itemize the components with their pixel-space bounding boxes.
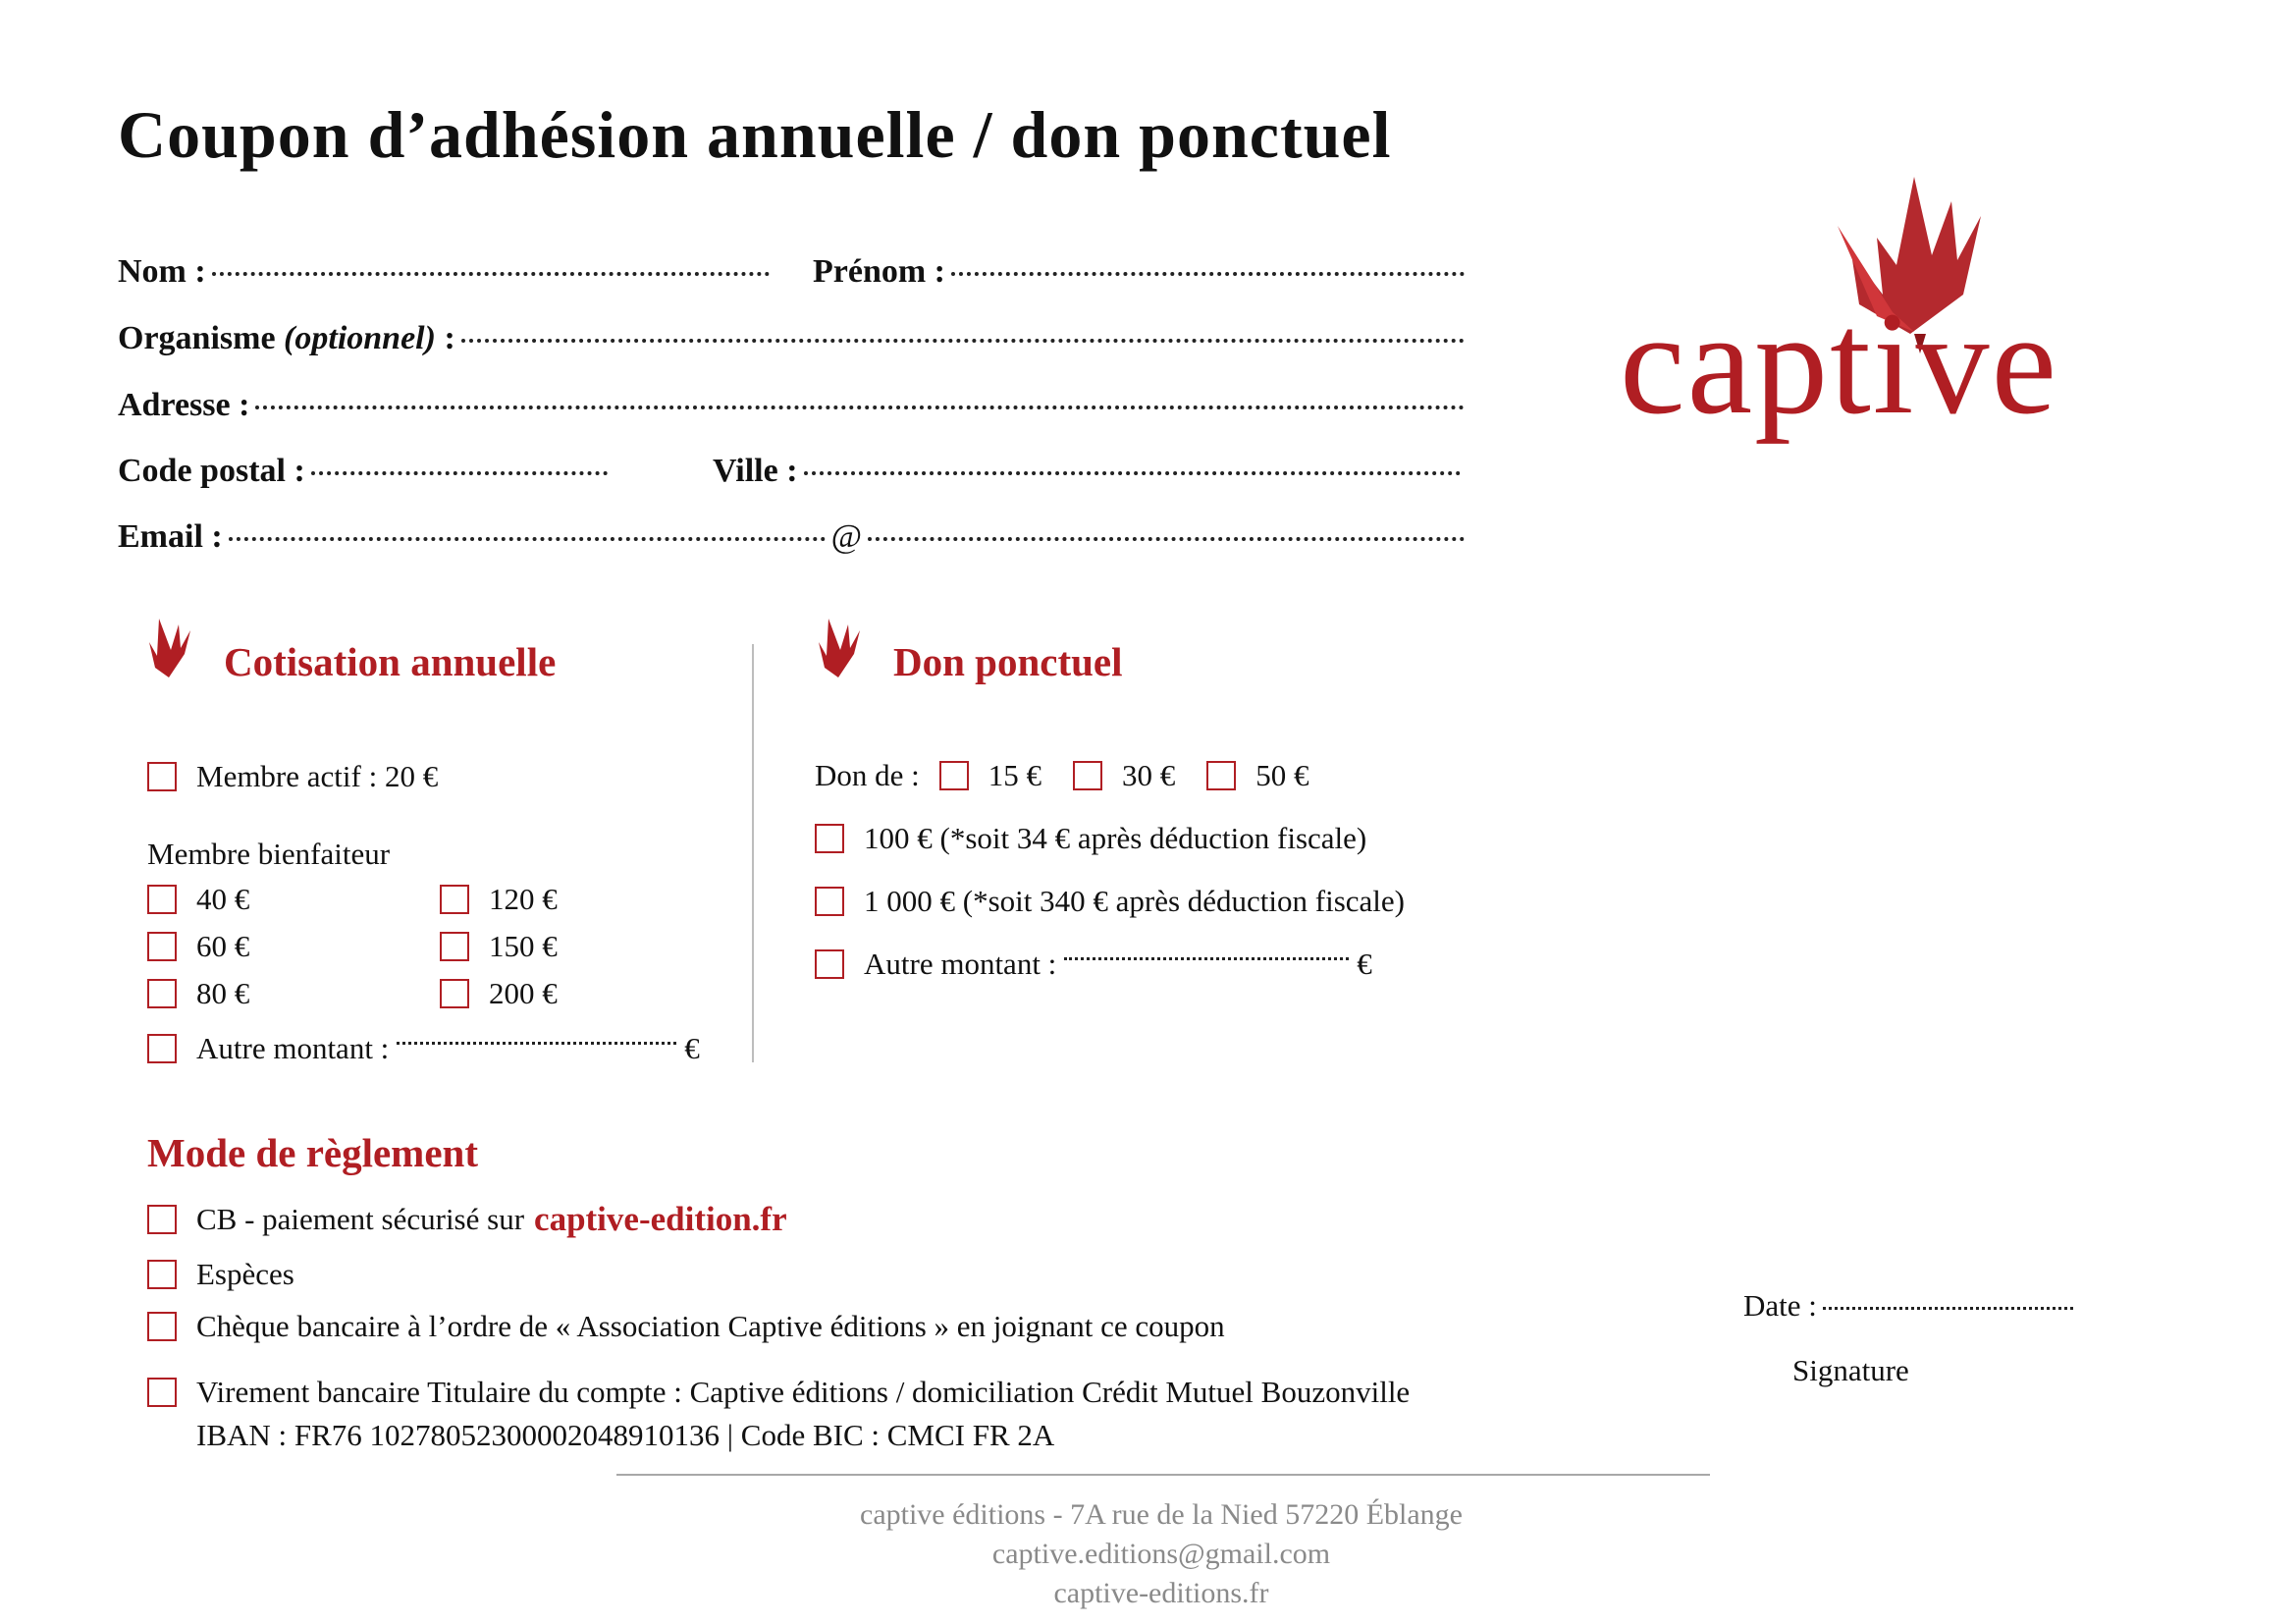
reglement-cheque-checkbox[interactable]	[147, 1312, 177, 1341]
bienfaiteur-200-label: 200 €	[489, 976, 558, 1010]
section-divider	[752, 644, 754, 1062]
signature-label: Signature	[1792, 1353, 1909, 1387]
organisme-colon: :	[444, 320, 455, 356]
email-label: Email :	[118, 518, 223, 555]
cotisation-autre-option[interactable]	[147, 1031, 700, 1066]
email-at: @	[830, 518, 863, 555]
don-autre-currency: €	[1357, 947, 1372, 981]
logo-wordmark: captive	[1620, 282, 2059, 445]
email-user-dotted-line[interactable]	[229, 537, 826, 541]
organisme-dotted-line[interactable]	[461, 339, 1465, 343]
nom-dotted-line[interactable]	[212, 272, 770, 276]
feather-icon	[815, 617, 862, 679]
email-domain-dotted-line[interactable]	[868, 537, 1465, 541]
bienfaiteur-120-label: 120 €	[489, 882, 558, 916]
bienfaiteur-40-checkbox[interactable]	[147, 885, 177, 914]
footer-divider	[616, 1474, 1710, 1476]
code-postal-dotted-line[interactable]	[311, 471, 608, 475]
don-1000-option[interactable]	[815, 884, 1405, 919]
reglement-especes-label: Espèces	[196, 1257, 294, 1291]
membre-actif-option[interactable]	[147, 759, 438, 794]
don-autre-option[interactable]	[815, 947, 1372, 982]
ville-field[interactable]	[713, 453, 1467, 490]
reglement-virement-checkbox[interactable]	[147, 1378, 177, 1407]
date-field[interactable]	[1743, 1288, 2073, 1324]
reglement-cb-option[interactable]	[147, 1200, 787, 1239]
don-1000-checkbox[interactable]	[815, 887, 844, 916]
captive-logo-graphic	[1620, 147, 2169, 481]
code-postal-label: Code postal :	[118, 453, 305, 489]
don-de-label: Don de :	[815, 758, 920, 792]
bienfaiteur-60-label: 60 €	[196, 929, 250, 963]
date-label: Date :	[1743, 1288, 1817, 1323]
don-100-option[interactable]	[815, 821, 1366, 856]
don-de-row	[815, 758, 1309, 793]
adresse-field[interactable]	[118, 387, 1470, 424]
reglement-especes-checkbox[interactable]	[147, 1260, 177, 1289]
bienfaiteur-80-checkbox[interactable]	[147, 979, 177, 1008]
don-title: Don ponctuel	[893, 639, 1123, 684]
don-100-label: 100 € (*soit 34 € après déduction fiscale)	[864, 821, 1367, 855]
cotisation-autre-dotted-line[interactable]	[397, 1042, 676, 1045]
reglement-virement-option[interactable]	[147, 1375, 1410, 1410]
footer-address: captive éditions - 7A rue de la Nied 57220 Éblange	[860, 1498, 1463, 1531]
don-30-label: 30 €	[1122, 758, 1176, 792]
cotisation-autre-checkbox[interactable]	[147, 1034, 177, 1063]
bienfaiteur-option[interactable]	[440, 882, 558, 917]
bienfaiteur-60-checkbox[interactable]	[147, 932, 177, 961]
don-50-checkbox[interactable]	[1206, 761, 1236, 790]
don-100-checkbox[interactable]	[815, 824, 844, 853]
cotisation-title: Cotisation annuelle	[224, 639, 557, 684]
date-dotted-line[interactable]	[1823, 1307, 2073, 1310]
ville-dotted-line[interactable]	[804, 471, 1461, 475]
don-1000-label: 1 000 € (*soit 340 € après déduction fiscale)	[864, 884, 1405, 918]
organisme-optional: (optionnel)	[284, 320, 436, 356]
reglement-especes-option[interactable]	[147, 1257, 294, 1292]
reglement-cheque-label: Chèque bancaire à l’ordre de « Association Captive éditions » en joignant ce coupon	[196, 1309, 1225, 1343]
adresse-dotted-line[interactable]	[255, 406, 1465, 409]
don-autre-dotted-line[interactable]	[1064, 957, 1349, 960]
feather-icon	[145, 617, 192, 679]
organisme-field[interactable]	[118, 320, 1470, 357]
organisme-label: Organisme	[118, 320, 276, 356]
footer-website[interactable]: captive-editions.fr	[1053, 1577, 1269, 1609]
page-title: Coupon d’adhésion annuelle / don ponctuel	[118, 97, 1392, 172]
don-15-checkbox[interactable]	[939, 761, 969, 790]
don-30-checkbox[interactable]	[1073, 761, 1102, 790]
ville-label: Ville :	[713, 453, 798, 489]
membre-actif-checkbox[interactable]	[147, 762, 177, 791]
code-postal-field[interactable]	[118, 453, 614, 490]
reglement-virement-label: Virement bancaire Titulaire du compte : Captive éditions / domiciliation Crédit Mutuel Bouzonville	[196, 1375, 1411, 1409]
don-50-label: 50 €	[1255, 758, 1309, 792]
bienfaiteur-option[interactable]	[147, 882, 249, 917]
bienfaiteur-option[interactable]	[147, 929, 249, 964]
bienfaiteur-120-checkbox[interactable]	[440, 885, 469, 914]
bienfaiteur-40-label: 40 €	[196, 882, 250, 916]
bienfaiteur-80-label: 80 €	[196, 976, 250, 1010]
bienfaiteur-150-checkbox[interactable]	[440, 932, 469, 961]
bienfaiteur-option[interactable]	[440, 976, 558, 1011]
membre-actif-label: Membre actif : 20 €	[196, 759, 439, 793]
email-field[interactable]	[118, 518, 1470, 556]
cotisation-autre-currency: €	[684, 1031, 700, 1065]
footer-email[interactable]: captive.editions@gmail.com	[991, 1538, 1331, 1570]
bienfaiteur-option[interactable]	[440, 929, 558, 964]
reglement-title: Mode de règlement	[147, 1130, 478, 1175]
bienfaiteur-200-checkbox[interactable]	[440, 979, 469, 1008]
reglement-iban: IBAN : FR76 10278052300002048910136 | Code BIC : CMCI FR 2A	[196, 1418, 1055, 1452]
prenom-label: Prénom :	[813, 253, 946, 290]
adresse-label: Adresse :	[118, 387, 250, 423]
nom-field[interactable]	[118, 253, 775, 291]
bienfaiteur-label: Membre bienfaiteur	[147, 837, 391, 871]
reglement-cheque-option[interactable]	[147, 1309, 1225, 1344]
captive-logo	[1620, 147, 2169, 481]
captive-edition-link[interactable]: captive-edition.fr	[534, 1200, 787, 1238]
don-autre-label: Autre montant :	[864, 947, 1057, 981]
don-autre-checkbox[interactable]	[815, 949, 844, 979]
prenom-field[interactable]	[813, 253, 1470, 291]
reglement-cb-checkbox[interactable]	[147, 1205, 177, 1234]
bienfaiteur-option[interactable]	[147, 976, 249, 1011]
don-15-label: 15 €	[988, 758, 1042, 792]
reglement-cb-label: CB - paiement sécurisé sur	[196, 1202, 525, 1236]
nom-label: Nom :	[118, 253, 206, 290]
cotisation-autre-label: Autre montant :	[196, 1031, 390, 1065]
bienfaiteur-150-label: 150 €	[489, 929, 558, 963]
prenom-dotted-line[interactable]	[951, 272, 1465, 276]
